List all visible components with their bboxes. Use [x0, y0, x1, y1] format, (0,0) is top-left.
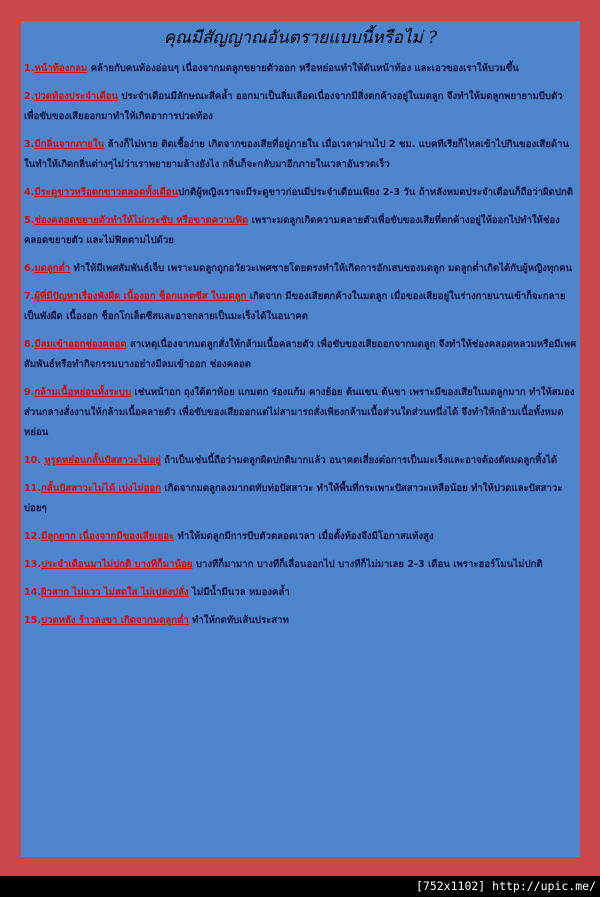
item-number: 3.: [24, 139, 35, 150]
item-number: 5.: [24, 215, 35, 226]
image-host-footer: [752x1102] http://upic.me/: [0, 876, 600, 897]
item-description: ทำให้กดทับเส้นประสาท: [188, 615, 289, 626]
item-number: 1.: [24, 63, 35, 74]
item-heading-link[interactable]: มดลูกต่ำ: [34, 263, 71, 274]
content-panel: [21, 21, 580, 857]
item-description: ไม่มีน้ำมีนวล หมองคล้ำ: [188, 587, 290, 598]
list-item: [24, 87, 577, 127]
item-heading-link[interactable]: ช่องคลอดขยายตัวทำให้ไม่กระชับ หรือขาดความฟิต: [34, 215, 249, 226]
list-item: [24, 611, 577, 631]
item-description: ประจำเดือนมีลักษณะสีคล้ำ ออกมาเป็นลิ่มเลือดเนื่องจากมีสิ่งตกค้างอยู่ในมดลูก จึงทำให้มดลูกพยายามบีบตัวเพื่อขับของเสียออกมาทำให้เกิดอาการปวดท้อง: [24, 91, 563, 122]
item-description: สาเหตุเนื่องจากมดลูกสั่งให้กล้ามเนื้อคลายตัว เพื่อขับของเสียออกจากมดลูก จึงทำให้ช่องคลอดหลวมหรือมีเพศสัมพันธ์หรือทำกิจกรรมบางอย่างมีลมเข้าออก ช่องคลอด: [24, 339, 577, 370]
item-number: 6.: [24, 263, 35, 274]
list-item: [24, 583, 577, 603]
item-heading-link[interactable]: มีระดูขาวหรือตกขาวตลอดทั้งเดือน: [34, 187, 179, 198]
item-description: บางทีก็มามาก บางทีก็เลื่อนออกไป บางทีก็ไม่มาเลย 2-3 เดือน เพราะฮอร์โมนไม่ปกติ: [192, 559, 543, 570]
item-number: 12.: [24, 531, 41, 542]
list-item: [24, 183, 577, 203]
item-number: 13.: [24, 559, 41, 570]
item-number: 4.: [24, 187, 35, 198]
item-heading-link[interactable]: ประจำเดือนมาไม่ปกติ บางทีก็มาน้อย: [41, 559, 193, 570]
item-description: ทำให้มีเพศสัมพันธ์เจ็บ เพราะมดลูกถูกอวัยวะเพศชายโดยตรงทำให้เกิดการอักเสบของมดลูก มดลูกต่ำเกิดได้กับผู้หญิงทุกคน: [70, 263, 573, 274]
item-description: คล้ายกับคนท้องอ่อนๆ เนื่องจากมดลูกขยายตัวออก หรือหย่อนทำให้ดันหน้าท้อง และเอวของเราให้บวมขึ้น: [87, 63, 519, 74]
item-heading-link[interactable]: มีลูกยาก เนื่องจากมีของเสียเยอะ: [41, 531, 175, 542]
list-item: [24, 259, 577, 279]
item-number: 8.: [24, 339, 35, 350]
item-description: ปกติผู้หญิงเราจะมีระดูขาวก่อนมีประจำเดือนเพียง 2-3 วัน ถ้าหลังหมดประจำเดือนก็ถือว่าผิดปกติ: [178, 187, 574, 198]
list-item: [24, 383, 577, 443]
item-heading-link[interactable]: ปวดหลัง ร้าวลงขา เกิดจากมดลูกต่ำ: [41, 615, 189, 626]
item-heading-link[interactable]: ผิวสาก ไม่แวว ไม่สดใส ไม่เปล่งปลั่ง: [41, 587, 189, 598]
item-number: 2.: [24, 91, 35, 102]
list-item: [24, 59, 577, 79]
list-item: [24, 451, 577, 471]
item-description: เกิดจากมดลูกลงมากดทับท่อปัสสาวะ ทำให้พื้นที่กระเพาะปัสสาวะเหลือน้อย ทำให้ปวดและปัสสาวะบ่อยๆ: [24, 483, 563, 514]
list-item: [24, 335, 577, 375]
list-item: [24, 135, 577, 175]
list-item: [24, 479, 577, 519]
list-item: [24, 211, 577, 251]
item-description: เช่นหน้าอก ถุงใต้ตาห้อย แกมตก ร่องแก้ม คางย้อย ต้นแขน ต้นขา เพราะมีของเสียในมดลูกมาก ทำให้สมองส่วนกลางสั่งงานให้กล้ามเนื้อคลายตัว เพื่อขับของเสียออกแต่ไม่สามารถสั่งเพียงกล้ามเนื้อส่วนใดส่วนหนึ่งได้ จึงทำให้กล้ามเนื้อทั้งหมดหย่อน: [24, 387, 575, 438]
item-number: 15.: [24, 615, 41, 626]
list-item: [24, 287, 577, 327]
item-description: ล้างก็ไม่หาย ติดเชื้อง่าย เกิดจากของเสียที่อยู่ภายใน เมื่อเวลาผ่านไป 2 ชม. แบคทีเรียก็ไหลเข้าไปกินของเสียด้านในทำให้เกิดกลิ่นต่างๆไม่ว่าเราพยายามล้างยังไง กลิ่นก็จะกลับมาอีกภายในเวลาอันรวดเร็ว: [24, 139, 570, 170]
item-heading-link[interactable]: กลั้นปัสสาวะไม่ได้ เบ่งไม่ออก: [41, 483, 162, 494]
item-number: 11.: [24, 483, 41, 494]
item-number: 7.: [24, 291, 35, 302]
item-heading-link[interactable]: มีกลิ่นจากภายใน: [34, 139, 105, 150]
item-description: เพราะมดลูกเกิดความคลายตัวเพื่อขับของเสียที่ตกค้างอยู่ให้ออกไปทำให้ช่องคลอดขยายตัว และไม่ฟิตตามไปด้วย: [24, 215, 560, 246]
item-heading-link[interactable]: กล้ามเนื้อหย่อนทั้งระบบ: [34, 387, 132, 398]
list-item: [24, 527, 577, 547]
item-description: ทำให้มดลูกมีการบีบตัวตลอดเวลา เมื่อตั้งท้องจึงมีโอกาสแท้งสูง: [174, 531, 434, 542]
item-description: ถ้าเป็นเช่นนี้ถือว่ามดลูกผิดปกติมากแล้ว อนาคตเสี่ยงต่อการเป็นมะเร็งและอาจต้องตัดมดลูกทิ้งได้: [160, 455, 558, 466]
item-heading-link[interactable]: มีลมเข้าออกช่องคลอด: [34, 339, 127, 350]
item-heading-link[interactable]: ผู้ที่มีปัญหาเรื่องพังผืด เนื้องอก ช็อกแลตซีส ในมดลูก: [34, 291, 250, 302]
item-heading-link[interactable]: หูรูดหย่อนกลั้นปัสสาวะไม่อยู่: [44, 455, 161, 466]
item-number: 9.: [24, 387, 35, 398]
item-heading-link[interactable]: ปวดท้องประจำเดือน: [34, 91, 119, 102]
list-item: [24, 555, 577, 575]
item-heading-link[interactable]: หน้าท้องกลม: [34, 63, 88, 74]
warning-list: [24, 59, 577, 631]
page-title: คุณมีสัญญาณอันตรายแบบนี้หรือไม่ ?: [163, 28, 438, 48]
item-number: 10.: [24, 455, 45, 466]
item-number: 14.: [24, 587, 41, 598]
item-description: เกิดจาก มีของเสียตกค้างในมดลูก เมื่อของเสียอยู่ในร่างกายนานเข้าก็จะกลายเป็นพังผืด เนื้องอก ช็อกโกเล็ตซีสและอาจกลายเป็นมะเร็งได้ในอนาคต: [24, 291, 566, 322]
